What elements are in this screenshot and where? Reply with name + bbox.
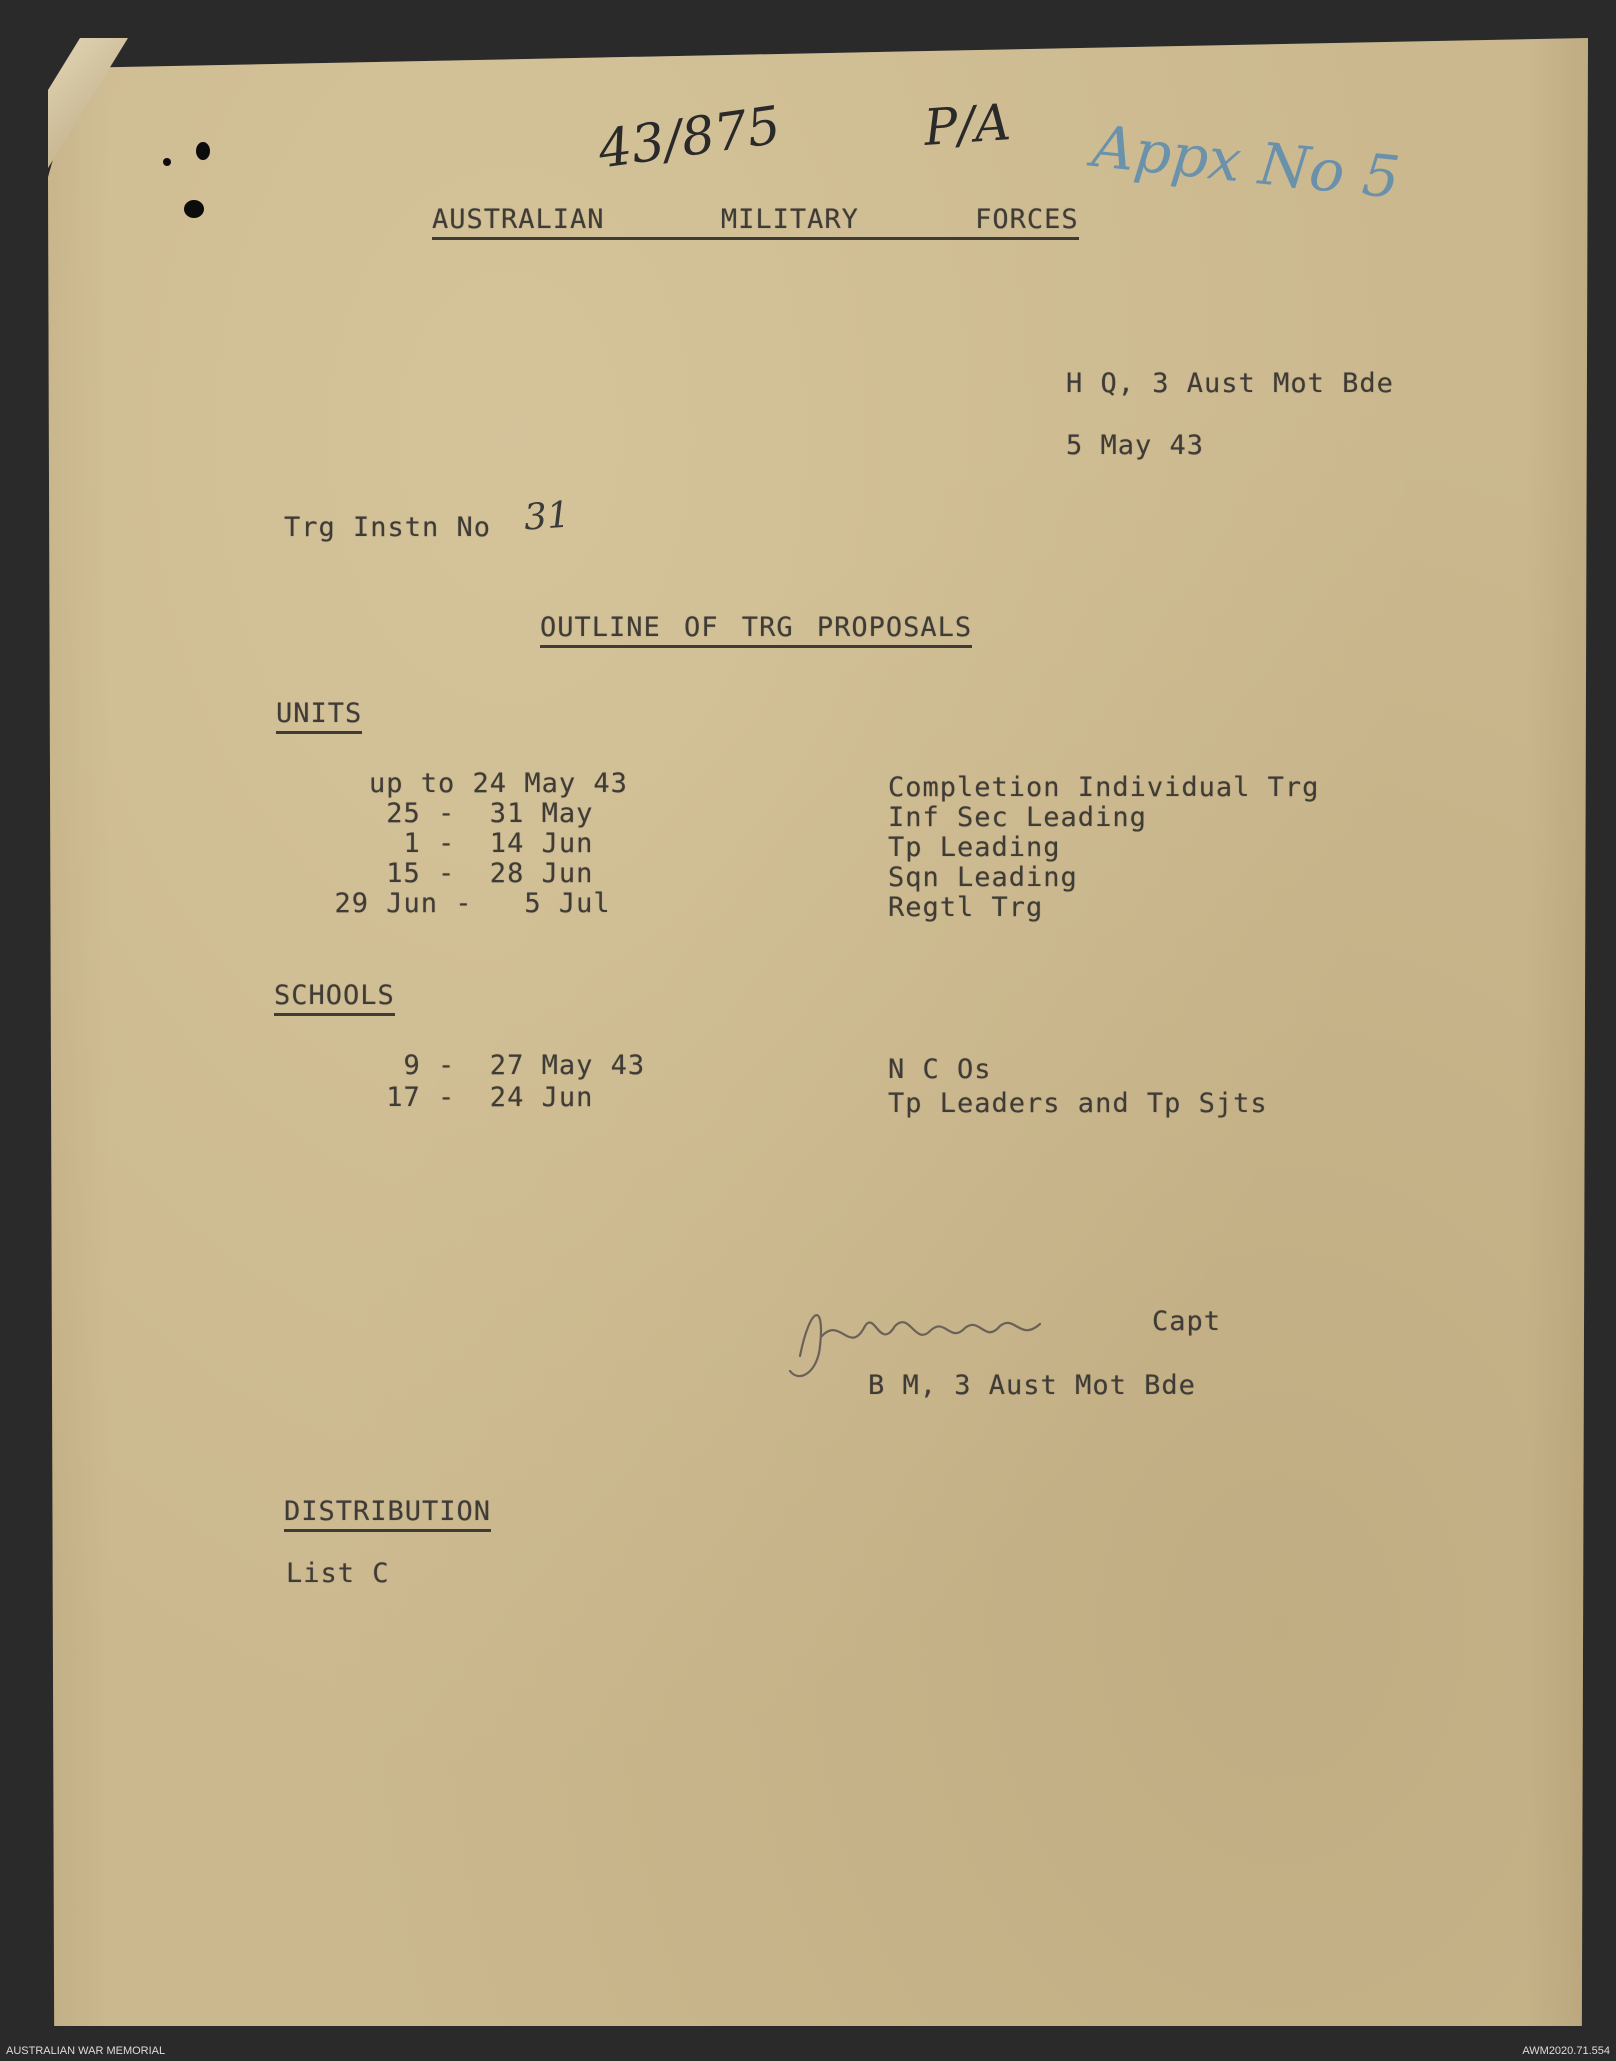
archive-reference: AWM2020.71.554 <box>1522 2045 1610 2057</box>
units-row-activity: Completion Individual Trg <box>888 772 1320 803</box>
file-reference-handwritten: 43/875 <box>594 95 785 181</box>
ink-blot <box>184 200 204 218</box>
instruction-number-handwritten: 31 <box>522 494 572 539</box>
units-row-dates: 25 - 31 May <box>300 798 594 829</box>
schools-row-dates: 17 - 24 Jun <box>300 1082 594 1113</box>
pa-annotation-handwritten: P/A <box>922 93 1013 157</box>
distribution-list: List C <box>286 1558 390 1589</box>
ink-blot <box>163 158 171 166</box>
ink-blot <box>196 142 210 160</box>
units-row-dates: 15 - 28 Jun <box>300 858 594 889</box>
schools-row-activity: N C Os <box>888 1054 992 1085</box>
sender-headquarters: H Q, 3 Aust Mot Bde <box>1066 368 1394 399</box>
section-heading: OUTLINE OF TRG PROPOSALS <box>540 612 972 648</box>
units-row-activity: Tp Leading <box>888 832 1061 863</box>
archive-caption: AUSTRALIAN WAR MEMORIAL <box>6 2045 166 2057</box>
signatory-appointment: B M, 3 Aust Mot Bde <box>868 1370 1196 1401</box>
units-row-dates: 1 - 14 Jun <box>300 828 594 859</box>
units-row-activity: Sqn Leading <box>888 862 1078 893</box>
units-heading: UNITS <box>276 698 362 734</box>
units-row-activity: Regtl Trg <box>888 892 1044 923</box>
document-date: 5 May 43 <box>1066 430 1205 461</box>
units-row-activity: Inf Sec Leading <box>888 802 1147 833</box>
signatory-rank: Capt <box>1152 1306 1222 1337</box>
distribution-heading: DISTRIBUTION <box>284 1496 491 1532</box>
instruction-label: Trg Instn No <box>284 512 492 543</box>
document-title: AUSTRALIAN MILITARY FORCES <box>432 204 1079 240</box>
appendix-annotation-handwritten: Appx No 5 <box>1089 112 1404 212</box>
document-page <box>48 38 1588 2026</box>
schools-row-activity: Tp Leaders and Tp Sjts <box>888 1088 1268 1119</box>
schools-row-dates: 9 - 27 May 43 <box>300 1050 646 1081</box>
units-row-dates: up to 24 May 43 <box>300 768 628 799</box>
schools-heading: SCHOOLS <box>274 980 395 1016</box>
units-row-dates: 29 Jun - 5 Jul <box>300 888 611 919</box>
